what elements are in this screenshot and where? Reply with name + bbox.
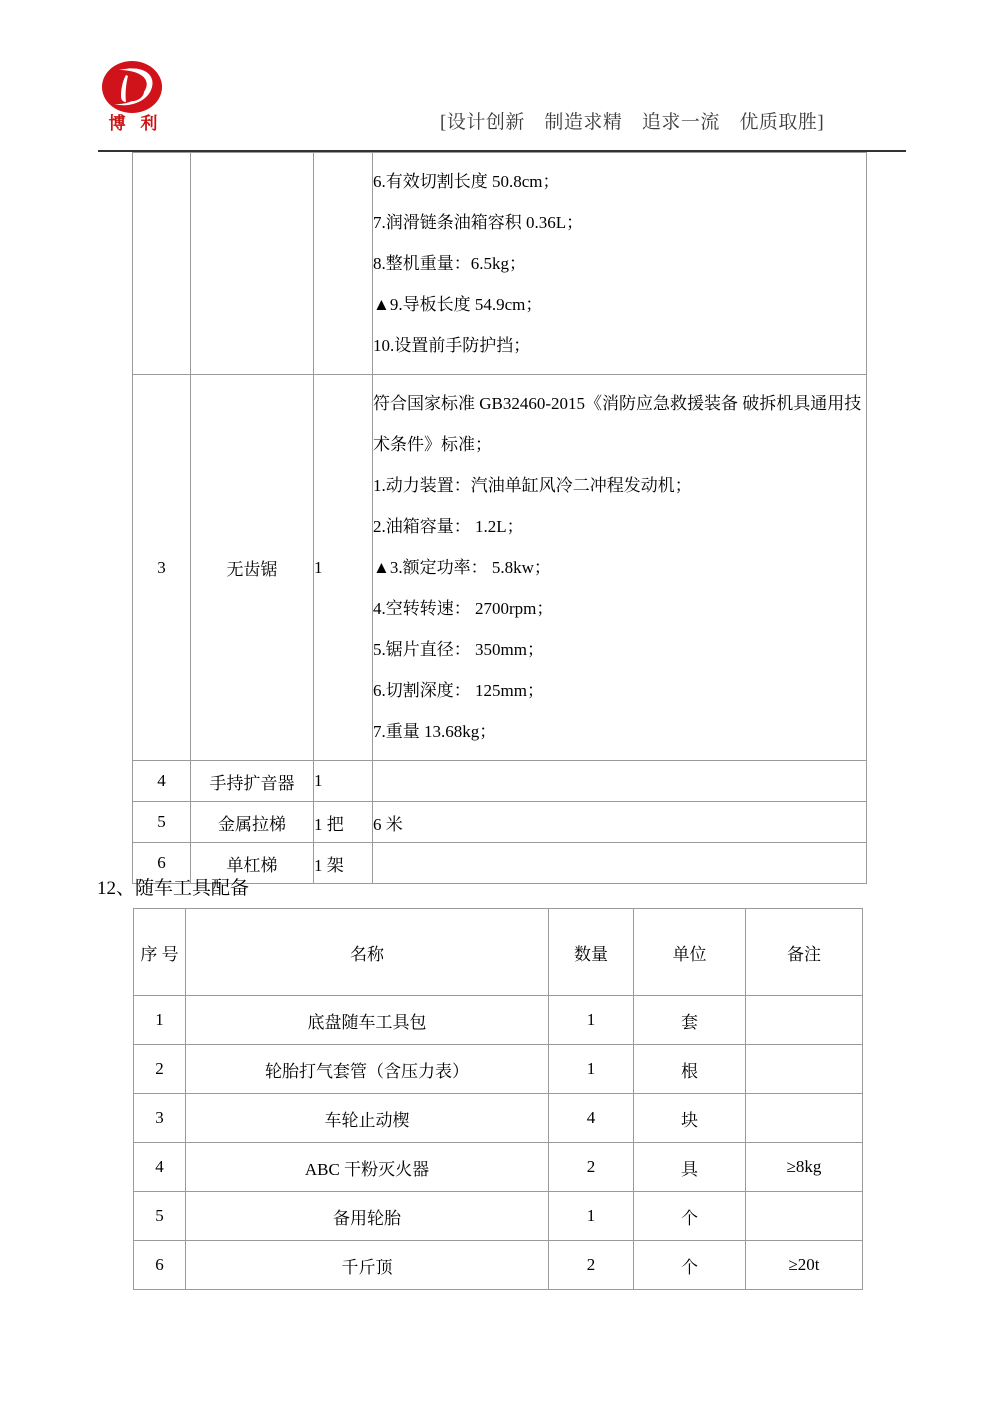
spec-list: [373, 375, 866, 760]
cell-index: 5: [133, 802, 191, 843]
spec-line: 1.动力装置：汽油单缸风冷二冲程发动机；: [373, 476, 692, 495]
spec-line: 10.设置前手防护挡；: [373, 336, 531, 355]
cell-qty: 2: [549, 1143, 634, 1192]
cell-index: 1: [134, 996, 186, 1045]
table-row: [134, 1241, 863, 1290]
cell-name: 千斤顶: [186, 1241, 549, 1290]
table-row: [133, 153, 867, 375]
cell-specs: 6 米: [373, 802, 867, 843]
cell-specs: [373, 843, 867, 884]
cell-qty: [314, 153, 373, 375]
cell-name: 单杠梯: [191, 843, 314, 884]
cell-name: ABC 干粉灭火器: [186, 1143, 549, 1192]
cell-index: 3: [134, 1094, 186, 1143]
cell-qty: 4: [549, 1094, 634, 1143]
spec-list: [373, 153, 866, 374]
table-row: [134, 1094, 863, 1143]
spec-line: 5.锯片直径： 350mm；: [373, 640, 544, 659]
section-heading: 12、随车工具配备: [97, 878, 250, 899]
cell-name: 备用轮胎: [186, 1192, 549, 1241]
spec-line: 7.润滑链条油箱容积 0.36L；: [373, 213, 584, 232]
cell-index: 6: [134, 1241, 186, 1290]
cell-remark: ≥20t: [746, 1241, 863, 1290]
cell-index: 4: [134, 1143, 186, 1192]
spec-line: 6.切割深度： 125mm；: [373, 681, 544, 700]
cell-name: 轮胎打气套管（含压力表）: [186, 1045, 549, 1094]
cell-index: 4: [133, 761, 191, 802]
column-header-unit: 单位: [634, 909, 746, 996]
table-row: [133, 761, 867, 802]
company-logo: [97, 60, 169, 140]
cell-remark: [746, 1192, 863, 1241]
cell-specs: [373, 153, 867, 375]
spec-line: 6.有效切割长度 50.8cm；: [373, 172, 560, 191]
spec-line: 7.重量 13.68kg；: [373, 722, 497, 741]
cell-unit: 块: [634, 1094, 746, 1143]
cell-qty: 1: [314, 375, 373, 761]
cell-index: 6: [133, 843, 191, 884]
logo-wordmark: 博 利: [108, 114, 163, 133]
header-slogan: [设计创新 制造求精 追求一流 优质取胜]: [440, 112, 825, 133]
cell-unit: 根: [634, 1045, 746, 1094]
cell-qty: 1: [549, 996, 634, 1045]
table-row: [134, 1192, 863, 1241]
spec-line: 4.空转转速： 2700rpm；: [373, 599, 554, 618]
spec-line: ▲3.额定功率： 5.8kw；: [373, 558, 551, 577]
cell-remark: [746, 1094, 863, 1143]
table-header-row: [134, 909, 863, 996]
cell-qty: 1 把: [314, 802, 373, 843]
cell-remark: [746, 1045, 863, 1094]
cell-unit: 套: [634, 996, 746, 1045]
equipment-table: [132, 152, 867, 884]
cell-name: 底盘随车工具包: [186, 996, 549, 1045]
cell-specs: [373, 375, 867, 761]
cell-unit: 具: [634, 1143, 746, 1192]
column-header-remark: 备注: [746, 909, 863, 996]
cell-name: 无齿锯: [191, 375, 314, 761]
cell-qty: 2: [549, 1241, 634, 1290]
spec-line: 2.油箱容量： 1.2L；: [373, 517, 524, 536]
cell-qty: 1: [314, 761, 373, 802]
table-row: [134, 1045, 863, 1094]
spec-line: ▲9.导板长度 54.9cm；: [373, 295, 543, 314]
cell-unit: 个: [634, 1192, 746, 1241]
cell-specs: [373, 761, 867, 802]
cell-qty: 1: [549, 1192, 634, 1241]
cell-qty: 1: [549, 1045, 634, 1094]
tools-table: [133, 908, 863, 1290]
cell-remark: ≥8kg: [746, 1143, 863, 1192]
cell-index: 2: [134, 1045, 186, 1094]
column-header-qty: 数量: [549, 909, 634, 996]
cell-name: 金属拉梯: [191, 802, 314, 843]
table-row: [133, 802, 867, 843]
cell-name: [191, 153, 314, 375]
cell-index: [133, 153, 191, 375]
page-header: [0, 0, 1000, 150]
table-row: [134, 996, 863, 1045]
table-row: [133, 375, 867, 761]
cell-unit: 个: [634, 1241, 746, 1290]
spec-line: 符合国家标准 GB32460-2015《消防应急救援装备 破拆机具通用技术条件》标准；: [373, 394, 862, 454]
column-header-index: 序 号: [134, 909, 186, 996]
table-row: [134, 1143, 863, 1192]
cell-remark: [746, 996, 863, 1045]
cell-name: 手持扩音器: [191, 761, 314, 802]
boli-circular-logo-icon: [101, 60, 163, 114]
spec-line: 8.整机重量：6.5kg；: [373, 254, 526, 273]
cell-index: 5: [134, 1192, 186, 1241]
column-header-name: 名称: [186, 909, 549, 996]
cell-index: 3: [133, 375, 191, 761]
cell-qty: 1 架: [314, 843, 373, 884]
cell-name: 车轮止动楔: [186, 1094, 549, 1143]
